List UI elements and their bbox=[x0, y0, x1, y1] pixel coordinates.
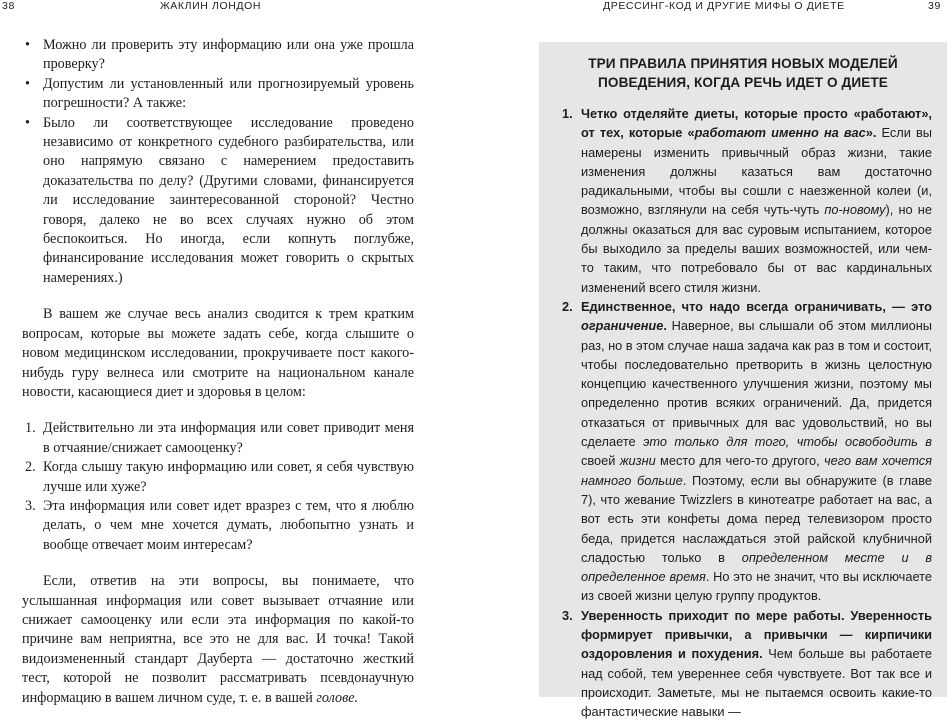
bullet-item: • Допустим ли установленный или прогнозируемый уровень погрешности? А также: bbox=[22, 75, 414, 114]
rule-text-run: ». bbox=[865, 125, 877, 141]
question-number: 1. bbox=[25, 420, 36, 437]
page-number-left: 38 bbox=[2, 0, 15, 12]
rule-text-run: Чем больше вы работаете над собой, тем увереннее себя чувствуете. Вот так все и происходит. Заметьте, мы не пытаемся освоить какие-то фантастические навыки — bbox=[581, 646, 932, 720]
criteria-bullet-list bbox=[22, 36, 414, 288]
rule-number: 2. bbox=[562, 298, 573, 314]
rule-item bbox=[554, 104, 932, 297]
rule-text-run: Если вы намерены изменить привычный образ жизни, такие изменения должны казаться вам достаточно радикальными, чтобы вы сошли с наезженной колеи (и, возможно, взглянули на себя чуть-чуть bbox=[581, 125, 933, 218]
rules-list bbox=[554, 104, 932, 722]
question-text: Действительно ли эта информация или совет приводит меня в отчаяние/снижает самооценку? bbox=[43, 420, 414, 456]
question-number: 3. bbox=[25, 497, 36, 514]
rule-item bbox=[554, 606, 932, 722]
question-item bbox=[22, 497, 414, 555]
question-number: 2. bbox=[25, 459, 36, 476]
rules-sidebar bbox=[539, 42, 947, 720]
rule-text-run: чего вам хочется намного больше bbox=[581, 453, 932, 488]
body-paragraph: В вашем же случае весь анализ сводится к трем кратким вопросам, которые вы можете задать себе, когда слышите о новом медицинском исследовании, прокручиваете пост какого-нибудь гуру велнеса или смотрите на национальном канале новости, касающиеся диет и здоровья в целом: bbox=[22, 306, 414, 400]
left-page-body bbox=[22, 36, 414, 708]
rule-number: 1. bbox=[562, 106, 573, 121]
rule-text-run: по-новому bbox=[824, 202, 886, 218]
rule-number: 3. bbox=[562, 607, 573, 623]
rule-text-run: жизни bbox=[619, 453, 656, 469]
rule-text-run: . Поэтому, если вы обнаружите (в главе 7), что жевание Twizzlers в кинотеатре работает на вас, а вот есть эти конфеты дома перед телевизором просто беда, придется наслаждаться этой райской клубничной сладостью только в bbox=[581, 472, 932, 565]
rule-text-run: работают именно на вас bbox=[694, 125, 866, 141]
running-head-author: ЖАКЛИН ЛОНДОН bbox=[160, 0, 262, 12]
page-number-right: 39 bbox=[928, 0, 941, 12]
rule-text-run: своей bbox=[581, 453, 620, 469]
rule-text-run: Наверное, вы слышали об этом миллионы раз, но в этом случае наша задача как раз в том и состоит, чтобы последовательно претворить в жизнь целостную концепцию качественного улучшения жизни, поэтому мы определенно против всяких ограничений. Да, придется отказаться от привычных для вас удовольствий, но вы сделаете bbox=[581, 318, 933, 450]
rule-text-run: . Но это не значит, что вы исключаете из своей жизни целую группу продуктов. bbox=[581, 569, 932, 604]
questions-list bbox=[22, 419, 414, 555]
emphasis-text: голове. bbox=[316, 689, 359, 706]
running-head-title: ДРЕССИНГ-КОД И ДРУГИЕ МИФЫ О ДИЕТЕ bbox=[603, 0, 845, 12]
rule-text-run: Четко отделяйте диеты, которые просто «работают», от тех, которые « bbox=[581, 106, 932, 141]
paragraph-text: Если, ответив на эти вопросы, вы понимаете, что услышанная информация или совет вызывает отчаяние или снижает самооценку или если эта информация по какой-то причине вам неприятна, все это не для вас. И точка! Такой видоизмененный стандарт Дауберта — достаточно жесткий тест, которой не позволит рассматривать псевдонаучную информацию в вашем личном суде, т. е. в вашей bbox=[22, 573, 414, 706]
rule-item bbox=[554, 297, 932, 606]
bullet-item: • Можно ли проверить эту информацию или она уже прошла проверку? bbox=[22, 36, 414, 75]
rule-text bbox=[581, 299, 932, 603]
question-text: Когда слышу такую информацию или совет, я себя чувствую лучше или хуже? bbox=[43, 459, 414, 495]
rule-text-run: ), но не должны оказаться для вас суровым испытанием, которое бы выходило за пределы ваших возможностей, или чем-то таким, что потребовало бы от вас кардинальных изменений всего стиля жизни. bbox=[581, 202, 932, 295]
rule-text-run: ограничение bbox=[581, 318, 664, 334]
rule-text-run: определенном месте и в определенное время bbox=[581, 549, 932, 585]
question-item bbox=[22, 419, 414, 458]
body-paragraph bbox=[22, 572, 414, 708]
rule-text-run: место для чего-то другого, bbox=[655, 453, 824, 469]
rule-text-run: . bbox=[663, 318, 667, 334]
rule-text-run: Единственное, что надо всегда ограничивать, — это bbox=[581, 298, 932, 314]
rule-text-run: Уверенность приходит по мере работы. Уверенность формирует привычки, а привычки — кирпичики оздоровления и похудения. bbox=[581, 607, 932, 662]
question-text: Эта информация или совет идет вразрез с тем, что я люблю делать, о чем мне хочется думать, любопытно узнать и вообще отвечает моим интересам? bbox=[43, 497, 414, 553]
rule-text bbox=[581, 106, 932, 295]
rule-text bbox=[581, 608, 932, 719]
question-item bbox=[22, 458, 414, 497]
sidebar-title: ТРИ ПРАВИЛА ПРИНЯТИЯ НОВЫХ МОДЕЛЕЙ ПОВЕДЕНИЯ, КОГДА РЕЧЬ ИДЕТ О ДИЕТЕ bbox=[588, 56, 898, 90]
rule-text-run: это только для того, чтобы освободить в bbox=[643, 434, 932, 450]
bullet-item: • Было ли соответствующее исследование проведено независимо от конкретного судебного разбирательства, или оно напрямую связано с намерением предоставить доказательства по делу? (Другими словами, финансируется ли исследование заинтересованной стороной? Честно говоря, далеко не во всех случаях нужно об этом беспокоиться. Но иногда, если копнуть поглубже, финансирование исследования может говорить о скрытых намерениях.) bbox=[22, 114, 414, 289]
